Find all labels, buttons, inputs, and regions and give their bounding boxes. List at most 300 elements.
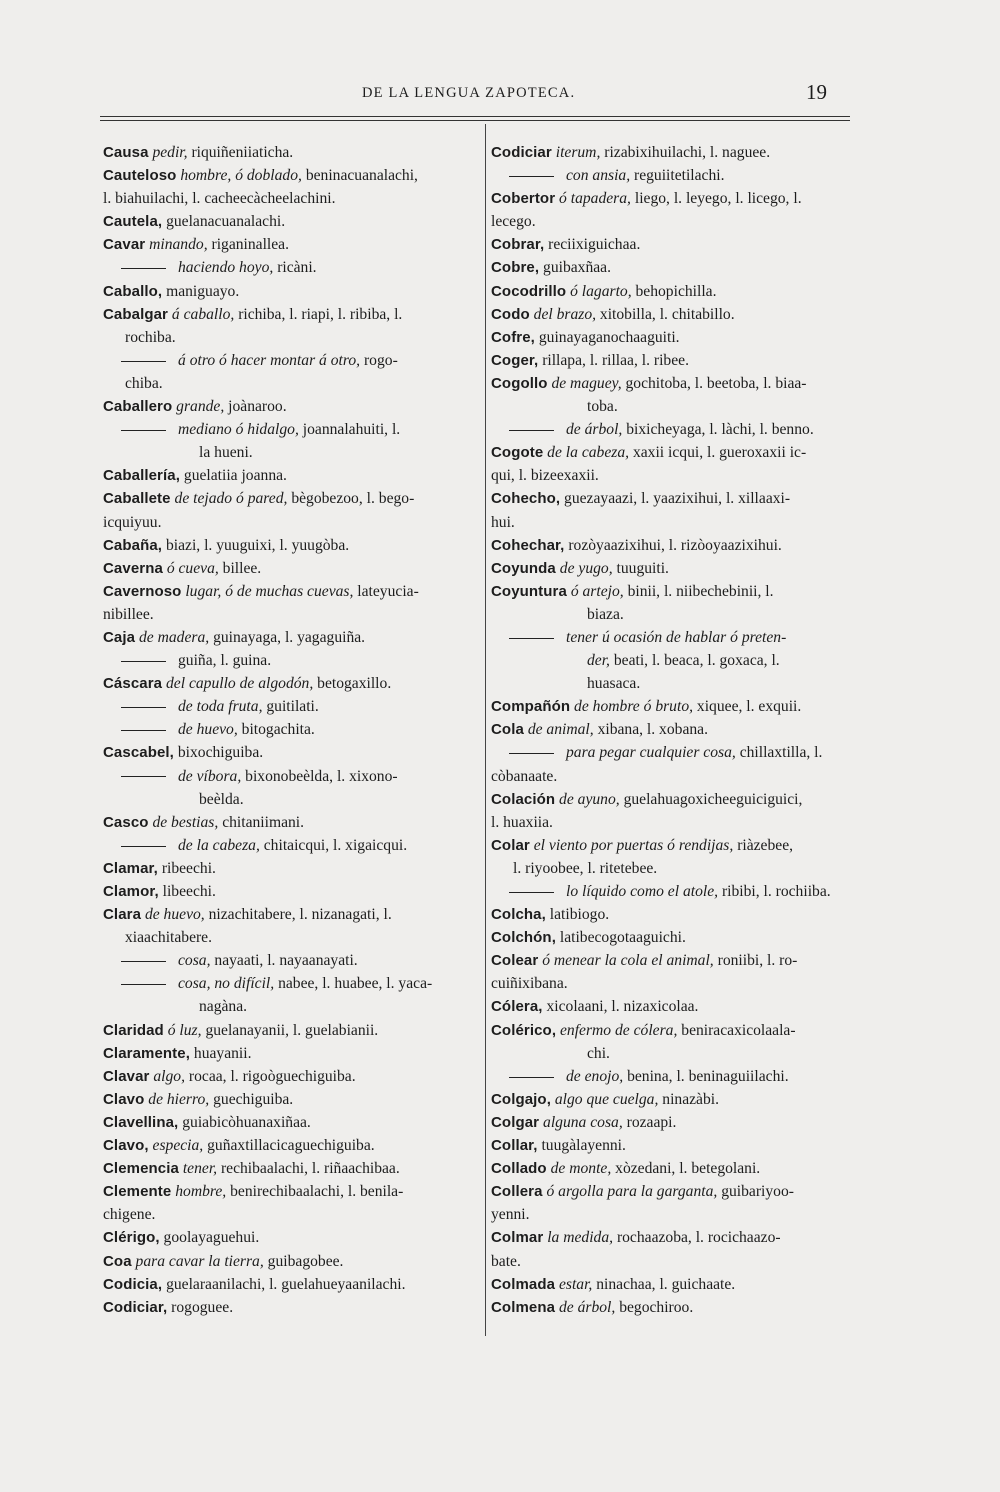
qualifier: de la cabeza, xyxy=(547,444,630,462)
dictionary-entry xyxy=(491,926,859,949)
qualifier: ó menear la cola el animal, xyxy=(542,952,714,970)
dictionary-entry xyxy=(491,1088,859,1111)
translation: joànaroo. xyxy=(228,398,287,416)
headword: Causa xyxy=(103,144,149,161)
entry-line xyxy=(103,718,477,741)
repeat-dash xyxy=(509,1077,554,1078)
dictionary-entry xyxy=(491,718,859,741)
repeat-dash xyxy=(121,846,166,847)
dictionary-entry xyxy=(491,1019,859,1042)
qualifier: ó artejo, xyxy=(570,582,624,600)
qualifier: de víbora, xyxy=(178,767,242,785)
qualifier: algo, xyxy=(153,1067,185,1085)
headword: Cólera, xyxy=(491,998,543,1016)
qualifier: ó tapadera, xyxy=(559,190,631,208)
entry-line xyxy=(491,672,859,695)
entry-line xyxy=(491,1042,859,1065)
entry-line xyxy=(103,418,477,441)
qualifier: iterum, xyxy=(555,144,601,161)
qualifier: grande, xyxy=(176,398,225,416)
headword: Casco xyxy=(103,813,149,831)
qualifier: ó cueva, xyxy=(166,559,219,577)
repeat-dash xyxy=(509,176,554,177)
repeat-dash xyxy=(121,707,166,708)
headword: Cocodrillo xyxy=(491,282,567,300)
entry-line xyxy=(491,626,859,649)
entry-line xyxy=(491,972,859,995)
headword: Compañón xyxy=(491,698,571,716)
headword: Caballería, xyxy=(103,467,180,485)
entry-line xyxy=(491,649,859,672)
dictionary-entry xyxy=(491,487,859,510)
translation: nizachitabere, l. nizanagati, l. xyxy=(208,906,392,924)
translation: libeechi. xyxy=(162,883,216,900)
headword: Caballero xyxy=(103,398,173,416)
qualifier: especia, xyxy=(152,1137,204,1155)
qualifier: de bestias, xyxy=(152,813,219,831)
dictionary-entry xyxy=(491,949,859,972)
dictionary-entry xyxy=(491,695,859,718)
translation: rogo- xyxy=(363,351,398,369)
qualifier: la medida, xyxy=(547,1229,614,1247)
translation: benirechibaalachi, l. benila- xyxy=(230,1183,404,1201)
qualifier: de toda fruta, xyxy=(178,698,263,716)
entry-line xyxy=(491,857,859,880)
repeat-dash xyxy=(509,892,554,893)
translation: rocaa, l. rigoòguechiguiba. xyxy=(188,1067,356,1085)
qualifier: lo líquido como el atole, xyxy=(566,883,719,900)
dictionary-entry xyxy=(491,141,859,164)
headword: Coyunda xyxy=(491,559,556,577)
translation: liego, l. leyego, l. licego, l. xyxy=(634,190,802,208)
translation: biaza. xyxy=(587,605,624,623)
translation: gochitoba, l. beetoba, l. biaa- xyxy=(625,374,807,392)
dictionary-entry xyxy=(491,1273,859,1296)
dictionary-entry xyxy=(491,1226,859,1249)
translation: rochiba. xyxy=(125,328,176,346)
translation: huayanii. xyxy=(193,1044,252,1062)
headword: Caballete xyxy=(103,490,171,508)
dictionary-entry xyxy=(103,557,477,580)
translation: chitaicqui, l. xigaicqui. xyxy=(263,836,408,854)
headword: Cavernoso xyxy=(103,582,182,600)
dictionary-entry xyxy=(491,1157,859,1180)
dictionary-entry xyxy=(103,672,477,695)
qualifier: hombre, ó doblado, xyxy=(180,167,302,185)
translation: bixonobeèlda, l. xixono- xyxy=(245,767,398,785)
headword: Cáscara xyxy=(103,675,163,693)
entry-line xyxy=(103,926,477,949)
dictionary-entry xyxy=(103,1250,477,1273)
header-rule-double xyxy=(100,120,850,121)
entry-line xyxy=(103,603,477,626)
translation: riganinallea. xyxy=(211,236,289,254)
qualifier: con ansia, xyxy=(566,167,631,185)
dictionary-entry xyxy=(491,1296,859,1319)
page-number: 19 xyxy=(806,80,827,104)
headword: Cabalgar xyxy=(103,305,168,323)
dictionary-entry xyxy=(103,1088,477,1111)
translation: guelanacuanalachi. xyxy=(166,213,286,231)
qualifier: de animal, xyxy=(527,721,594,739)
headword: Collera xyxy=(491,1183,543,1201)
headword: Cobertor xyxy=(491,190,556,208)
headword: Caverna xyxy=(103,559,163,577)
translation: billee. xyxy=(222,559,262,577)
dictionary-entry xyxy=(491,1134,859,1157)
qualifier: tener, xyxy=(182,1160,218,1178)
translation: hui. xyxy=(491,513,515,531)
translation: riàzebee, xyxy=(737,836,794,854)
qualifier: ó argolla para la garganta, xyxy=(546,1183,718,1201)
entry-line xyxy=(491,603,859,626)
translation: guibaxñaa. xyxy=(543,259,611,277)
entry-line xyxy=(103,349,477,372)
headword: Colérico, xyxy=(491,1021,557,1039)
translation: yenni. xyxy=(491,1206,530,1224)
dictionary-entry xyxy=(491,303,859,326)
entry-line xyxy=(103,834,477,857)
headword: Codiciar, xyxy=(103,1298,168,1316)
dictionary-entry xyxy=(103,141,477,164)
repeat-dash xyxy=(509,753,554,754)
translation: guelatiia joanna. xyxy=(183,467,287,485)
translation: begochiroo. xyxy=(619,1298,694,1316)
headword: Colmada xyxy=(491,1275,556,1293)
translation: biazi, l. yuuguixi, l. yuugòba. xyxy=(165,536,350,554)
dictionary-entry xyxy=(103,303,477,326)
dictionary-entry xyxy=(103,741,477,764)
qualifier: á otro ó hacer montar á otro, xyxy=(178,351,361,369)
headword: Clavar xyxy=(103,1067,150,1085)
translation: beninacuanalachi, xyxy=(305,167,418,185)
qualifier: de hierro, xyxy=(148,1090,210,1108)
qualifier: de madera, xyxy=(139,628,210,646)
qualifier: de yugo, xyxy=(559,559,613,577)
translation: bègobezoo, l. bego- xyxy=(291,490,415,508)
repeat-dash xyxy=(121,661,166,662)
translation: xòzedani, l. betegolani. xyxy=(615,1160,761,1178)
qualifier: mediano ó hidalgo, xyxy=(178,421,299,439)
entry-line xyxy=(491,395,859,418)
dictionary-entry xyxy=(103,1065,477,1088)
dictionary-entry xyxy=(491,349,859,372)
translation: toba. xyxy=(587,398,618,416)
translation: chigene. xyxy=(103,1206,156,1224)
left-column xyxy=(103,141,477,1319)
headword: Cautela, xyxy=(103,213,163,231)
translation: icquiyuu. xyxy=(103,513,162,531)
translation: binii, l. niibechebinii, l. xyxy=(627,582,774,600)
headword: Codicia, xyxy=(103,1275,163,1293)
translation: guiña, l. guina. xyxy=(178,652,272,670)
headword: Cauteloso xyxy=(103,167,177,185)
headword: Colear xyxy=(491,952,539,970)
qualifier: de árbol, xyxy=(566,421,623,439)
dictionary-entry xyxy=(491,280,859,303)
headword: Cogote xyxy=(491,444,544,462)
dictionary-entry xyxy=(491,903,859,926)
qualifier: estar, xyxy=(558,1275,593,1293)
translation: guitilati. xyxy=(266,698,319,716)
dictionary-entry xyxy=(103,164,477,187)
translation: nabee, l. huabee, l. yaca- xyxy=(278,975,433,993)
entry-line xyxy=(103,695,477,718)
translation: guñaxtillacicaguechiguiba. xyxy=(207,1137,375,1155)
entry-line xyxy=(103,788,477,811)
headword: Coger, xyxy=(491,351,539,369)
translation: la hueni. xyxy=(199,444,253,462)
entry-line xyxy=(103,256,477,279)
translation: chi. xyxy=(587,1044,610,1062)
translation: guechiguiba. xyxy=(213,1090,294,1108)
qualifier: del capullo de algodón, xyxy=(166,675,314,693)
entry-line xyxy=(491,511,859,534)
qualifier: minando, xyxy=(149,236,208,254)
headword: Collado xyxy=(491,1160,547,1178)
translation: tuugàlayenni. xyxy=(541,1137,626,1155)
translation: beèlda. xyxy=(199,790,244,808)
headword: Cogollo xyxy=(491,374,548,392)
entry-line xyxy=(103,995,477,1018)
dictionary-entry xyxy=(103,487,477,510)
dictionary-entry xyxy=(103,857,477,880)
headword: Clamor, xyxy=(103,883,159,900)
dictionary-entry xyxy=(103,534,477,557)
dictionary-entry xyxy=(491,256,859,279)
entry-line xyxy=(103,949,477,972)
translation: nayaati, l. nayaanayati. xyxy=(214,952,358,970)
headword: Colcha, xyxy=(491,906,546,924)
translation: joannalahuiti, l. xyxy=(302,421,401,439)
entry-line xyxy=(491,811,859,834)
qualifier: ó lagarto, xyxy=(570,282,632,300)
headword: Clamar, xyxy=(103,859,158,877)
dictionary-entry xyxy=(491,534,859,557)
translation: guinayaganochaaguiti. xyxy=(538,328,680,346)
entry-line xyxy=(103,649,477,672)
qualifier: alguna cosa, xyxy=(543,1113,623,1131)
translation: richiba, l. riapi, l. ribiba, l. xyxy=(238,305,403,323)
translation: huasaca. xyxy=(587,675,641,693)
translation: rozòyaazixihui, l. rizòoyaazixihui. xyxy=(568,536,782,554)
translation: guiabicòhuanaxiñaa. xyxy=(182,1113,311,1131)
dictionary-entry xyxy=(491,187,859,210)
headword: Clemente xyxy=(103,1183,172,1201)
translation: lecego. xyxy=(491,213,536,231)
translation: xicolaani, l. nizaxicolaa. xyxy=(546,998,699,1016)
entry-line xyxy=(491,765,859,788)
headword: Colgajo, xyxy=(491,1090,551,1108)
translation: ricàni. xyxy=(277,259,317,277)
headword: Caballo, xyxy=(103,282,163,300)
dictionary-entry xyxy=(491,995,859,1018)
dictionary-entry xyxy=(491,233,859,256)
dictionary-entry xyxy=(491,557,859,580)
translation: l. huaxiia. xyxy=(491,813,553,831)
qualifier: de maguey, xyxy=(551,374,622,392)
translation: cuiñixibana. xyxy=(491,975,568,993)
translation: beati, l. beaca, l. goxaca, l. xyxy=(613,652,780,670)
dictionary-entry xyxy=(103,1134,477,1157)
translation: guelanayanii, l. guelabianii. xyxy=(205,1021,379,1039)
dictionary-entry xyxy=(103,580,477,603)
repeat-dash xyxy=(121,961,166,962)
dictionary-entry xyxy=(491,372,859,395)
repeat-dash xyxy=(509,430,554,431)
qualifier: de árbol, xyxy=(558,1298,616,1316)
right-column xyxy=(491,141,859,1319)
headword: Colmar xyxy=(491,1229,544,1247)
headword: Colgar xyxy=(491,1113,540,1131)
qualifier: de tejado ó pared, xyxy=(174,490,288,508)
entry-line xyxy=(103,511,477,534)
dictionary-entry xyxy=(103,1296,477,1319)
translation: latibecogotaaguichi. xyxy=(559,929,686,947)
headword: Caja xyxy=(103,628,136,646)
qualifier: el viento por puertas ó rendijas, xyxy=(533,836,734,854)
translation: latibiogo. xyxy=(549,906,610,924)
dictionary-entry xyxy=(103,395,477,418)
qualifier: haciendo hoyo, xyxy=(178,259,274,277)
entry-line xyxy=(491,210,859,233)
headword: Cohechar, xyxy=(491,536,565,554)
entry-line xyxy=(103,187,477,210)
qualifier: hombre, xyxy=(175,1183,227,1201)
translation: lateyucia- xyxy=(357,582,419,600)
repeat-dash xyxy=(509,638,554,639)
translation: roniibi, l. ro- xyxy=(717,952,798,970)
translation: rechibaalachi, l. riñaachibaa. xyxy=(220,1160,400,1178)
translation: bixochiguiba. xyxy=(177,744,264,762)
translation: qui, l. bizeexaxii. xyxy=(491,467,599,485)
headword: Clavo xyxy=(103,1090,145,1108)
translation: chiba. xyxy=(125,374,163,392)
headword: Collar, xyxy=(491,1137,538,1155)
translation: bate. xyxy=(491,1252,521,1270)
dictionary-entry xyxy=(491,1111,859,1134)
translation: guibagobee. xyxy=(267,1252,344,1270)
translation: guibariyoo- xyxy=(721,1183,794,1201)
translation: l. biahuilachi, l. cacheecàcheelachini. xyxy=(103,190,336,208)
qualifier: enfermo de cólera, xyxy=(560,1021,678,1039)
headword: Coyuntura xyxy=(491,582,567,600)
translation: xaxii icqui, l. gueroxaxii ic- xyxy=(632,444,807,462)
translation: rillapa, l. rillaa, l. ribee. xyxy=(542,351,689,369)
dictionary-entry xyxy=(103,1019,477,1042)
translation: reciixiguichaa. xyxy=(548,236,641,254)
repeat-dash xyxy=(121,984,166,985)
qualifier: cosa, xyxy=(178,952,211,970)
headword: Cobre, xyxy=(491,259,540,277)
dictionary-entry xyxy=(103,1273,477,1296)
dictionary-entry xyxy=(103,903,477,926)
headword: Colar xyxy=(491,836,530,854)
translation: reguiitetilachi. xyxy=(634,167,725,185)
dictionary-entry xyxy=(491,580,859,603)
dictionary-entry xyxy=(491,1180,859,1203)
headword: Cola xyxy=(491,721,524,739)
translation: còbanaate. xyxy=(491,767,558,785)
headword: Clérigo, xyxy=(103,1229,160,1247)
dictionary-entry xyxy=(103,1111,477,1134)
headword: Clara xyxy=(103,906,142,924)
qualifier: der, xyxy=(587,652,610,670)
repeat-dash xyxy=(121,730,166,731)
dictionary-entry xyxy=(491,834,859,857)
translation: nibillee. xyxy=(103,605,154,623)
headword: Coa xyxy=(103,1252,132,1270)
translation: behopichilla. xyxy=(635,282,717,300)
translation: rochaazoba, l. rocichaazo- xyxy=(616,1229,781,1247)
headword: Colchón, xyxy=(491,929,556,947)
qualifier: lugar, ó de muchas cuevas, xyxy=(185,582,354,600)
qualifier: del brazo, xyxy=(533,305,597,323)
qualifier: de monte, xyxy=(550,1160,612,1178)
translation: xitobilla, l. chitabillo. xyxy=(599,305,735,323)
dictionary-entry xyxy=(103,626,477,649)
repeat-dash xyxy=(121,268,166,269)
entry-line xyxy=(491,464,859,487)
translation: maniguayo. xyxy=(166,282,240,300)
translation: guinayaga, l. yagaguiña. xyxy=(213,628,366,646)
page-header xyxy=(100,82,845,112)
qualifier: para pegar cualquier cosa, xyxy=(566,744,736,762)
translation: tuuguiti. xyxy=(616,559,669,577)
translation: chitaniimani. xyxy=(222,813,305,831)
translation: guelahuagoxicheeguiciguici, xyxy=(623,790,803,808)
headword: Clavellina, xyxy=(103,1113,179,1131)
translation: bixicheyaga, l. làchi, l. benno. xyxy=(626,421,814,439)
qualifier: de ayuno, xyxy=(559,790,620,808)
dictionary-entry xyxy=(103,464,477,487)
translation: ninachaa, l. guichaate. xyxy=(596,1275,736,1293)
qualifier: cosa, no difícil, xyxy=(178,975,275,993)
qualifier: pedir, xyxy=(152,144,188,161)
headword: Clavo, xyxy=(103,1137,149,1155)
translation: xiaachitabere. xyxy=(125,929,213,947)
entry-line xyxy=(491,418,859,441)
translation: bitogachita. xyxy=(241,721,315,739)
headword: Colación xyxy=(491,790,556,808)
translation: rozaapi. xyxy=(626,1113,677,1131)
qualifier: algo que cuelga, xyxy=(554,1090,659,1108)
translation: nagàna. xyxy=(199,998,248,1016)
translation: guezayaazi, l. yaazixihui, l. xillaaxi- xyxy=(564,490,791,508)
qualifier: ó luz, xyxy=(167,1021,202,1039)
repeat-dash xyxy=(121,776,166,777)
entry-line xyxy=(491,741,859,764)
entry-line xyxy=(103,765,477,788)
entry-line xyxy=(103,441,477,464)
dictionary-entry xyxy=(103,210,477,233)
translation: l. riyoobee, l. ritetebee. xyxy=(513,859,658,877)
dictionary-entry xyxy=(103,1226,477,1249)
translation: ribibi, l. rochiiba. xyxy=(721,883,831,900)
translation: beniracaxicolaala- xyxy=(681,1021,796,1039)
qualifier: de huevo, xyxy=(144,906,205,924)
entry-line xyxy=(103,972,477,995)
dictionary-entry xyxy=(103,1180,477,1203)
translation: goolayaguehui. xyxy=(163,1229,260,1247)
translation: rizabixihuilachi, l. naguee. xyxy=(604,144,771,161)
dictionary-entry xyxy=(103,1157,477,1180)
headword: Colmena xyxy=(491,1298,556,1316)
translation: ribeechi. xyxy=(161,859,216,877)
translation: benina, l. beninaguiilachi. xyxy=(627,1067,789,1085)
translation: xibana, l. xobana. xyxy=(597,721,708,739)
dictionary-entry xyxy=(491,326,859,349)
